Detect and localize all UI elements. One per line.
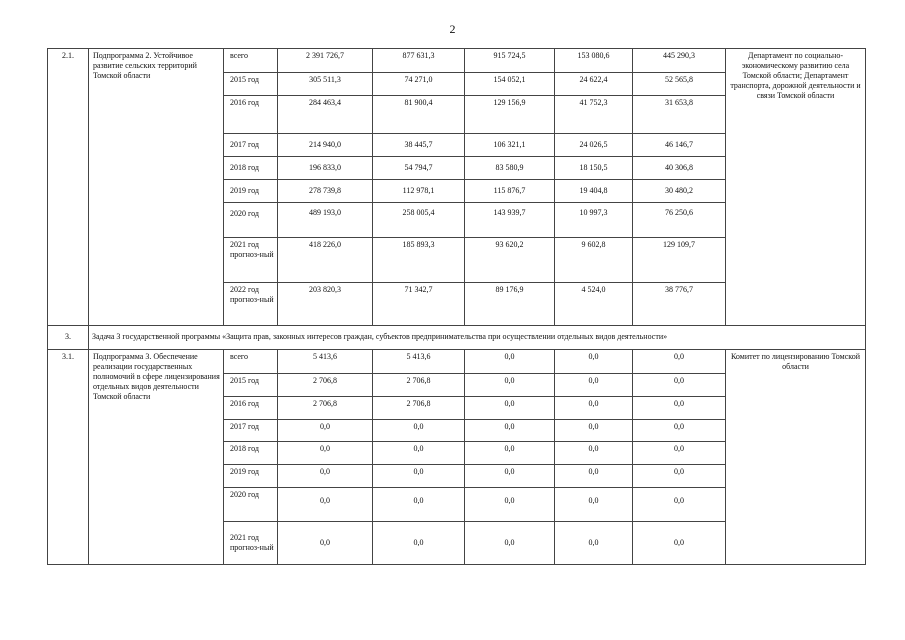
value-cell: 196 833,0: [278, 157, 373, 180]
value-cell: 0,0: [633, 522, 726, 565]
page-number: 2: [449, 22, 456, 36]
year-cell: всего: [224, 350, 278, 374]
value-cell: 5 413,6: [278, 350, 373, 374]
value-cell: 0,0: [373, 488, 465, 522]
value-cell: 129 156,9: [465, 96, 555, 134]
value-cell: 0,0: [465, 442, 555, 465]
program-name: Подпрограмма 2. Устойчивое развитие сельских территорий Томской области: [89, 49, 224, 326]
value-cell: 2 706,8: [278, 397, 373, 420]
task-title: Задача 3 государственной программы «Защита прав, законных интересов граждан, субъектов предпринимательства при осуществлении отдельных видов деятельности»: [89, 326, 866, 350]
table-row: [48, 350, 866, 374]
value-cell: 2 706,8: [278, 374, 373, 397]
row-code: 2.1.: [48, 49, 89, 326]
value-cell: 305 511,3: [278, 73, 373, 96]
value-cell: 0,0: [278, 442, 373, 465]
value-cell: 24 622,4: [555, 73, 633, 96]
financing-table: [47, 48, 866, 565]
value-cell: 0,0: [278, 488, 373, 522]
table-row: [48, 49, 866, 73]
year-cell: 2019 год: [224, 465, 278, 488]
value-cell: 214 940,0: [278, 134, 373, 157]
value-cell: 0,0: [373, 442, 465, 465]
value-cell: 0,0: [633, 420, 726, 442]
year-cell: 2021 год прогноз-ный: [224, 238, 278, 283]
value-cell: 0,0: [465, 374, 555, 397]
value-cell: 0,0: [373, 522, 465, 565]
value-cell: 4 524,0: [555, 283, 633, 326]
value-cell: 278 739,8: [278, 180, 373, 203]
task-row: [48, 326, 866, 350]
value-cell: 154 052,1: [465, 73, 555, 96]
year-cell: 2022 год прогноз-ный: [224, 283, 278, 326]
value-cell: 0,0: [633, 350, 726, 374]
value-cell: 112 978,1: [373, 180, 465, 203]
value-cell: 0,0: [465, 397, 555, 420]
value-cell: 0,0: [555, 488, 633, 522]
value-cell: 0,0: [633, 442, 726, 465]
year-cell: 2017 год: [224, 420, 278, 442]
value-cell: 18 150,5: [555, 157, 633, 180]
value-cell: 0,0: [633, 374, 726, 397]
value-cell: 81 900,4: [373, 96, 465, 134]
value-cell: 0,0: [555, 465, 633, 488]
value-cell: 38 776,7: [633, 283, 726, 326]
value-cell: 0,0: [278, 465, 373, 488]
value-cell: 0,0: [278, 522, 373, 565]
year-cell: 2016 год: [224, 397, 278, 420]
year-cell: всего: [224, 49, 278, 73]
value-cell: 0,0: [465, 465, 555, 488]
year-cell: 2017 год: [224, 134, 278, 157]
year-cell: 2016 год: [224, 96, 278, 134]
value-cell: 106 321,1: [465, 134, 555, 157]
value-cell: 0,0: [633, 488, 726, 522]
value-cell: 0,0: [555, 522, 633, 565]
value-cell: 38 445,7: [373, 134, 465, 157]
year-cell: 2015 год: [224, 73, 278, 96]
value-cell: 0,0: [555, 350, 633, 374]
value-cell: 41 752,3: [555, 96, 633, 134]
value-cell: 0,0: [633, 397, 726, 420]
department-name: Комитет по лицензированию Томской области: [726, 350, 866, 565]
year-cell: 2021 год прогноз-ный: [224, 522, 278, 565]
value-cell: 30 480,2: [633, 180, 726, 203]
value-cell: 418 226,0: [278, 238, 373, 283]
value-cell: 0,0: [465, 522, 555, 565]
value-cell: 5 413,6: [373, 350, 465, 374]
year-cell: 2019 год: [224, 180, 278, 203]
row-code: 3.1.: [48, 350, 89, 565]
value-cell: 10 997,3: [555, 203, 633, 238]
year-cell: 2015 год: [224, 374, 278, 397]
value-cell: 24 026,5: [555, 134, 633, 157]
value-cell: 203 820,3: [278, 283, 373, 326]
value-cell: 445 290,3: [633, 49, 726, 73]
value-cell: 284 463,4: [278, 96, 373, 134]
value-cell: 2 706,8: [373, 374, 465, 397]
value-cell: 0,0: [555, 374, 633, 397]
value-cell: 40 306,8: [633, 157, 726, 180]
value-cell: 76 250,6: [633, 203, 726, 238]
year-cell: 2018 год: [224, 157, 278, 180]
value-cell: 93 620,2: [465, 238, 555, 283]
year-cell: 2020 год: [224, 488, 278, 522]
value-cell: 89 176,9: [465, 283, 555, 326]
value-cell: 115 876,7: [465, 180, 555, 203]
year-cell: 2018 год: [224, 442, 278, 465]
value-cell: 83 580,9: [465, 157, 555, 180]
value-cell: 31 653,8: [633, 96, 726, 134]
value-cell: 0,0: [555, 397, 633, 420]
value-cell: 129 109,7: [633, 238, 726, 283]
value-cell: 877 631,3: [373, 49, 465, 73]
value-cell: 153 080,6: [555, 49, 633, 73]
value-cell: 915 724,5: [465, 49, 555, 73]
department-name: Департамент по социально-экономическому развитию села Томской области; Департамент транспорта, дорожной деятельности и связи Томской области: [726, 49, 866, 326]
value-cell: 71 342,7: [373, 283, 465, 326]
value-cell: 0,0: [278, 420, 373, 442]
value-cell: 185 893,3: [373, 238, 465, 283]
value-cell: 74 271,0: [373, 73, 465, 96]
value-cell: 0,0: [465, 350, 555, 374]
value-cell: 0,0: [465, 488, 555, 522]
program-name: Подпрограмма 3. Обеспечение реализации государственных полномочий в сфере лицензирования отдельных видов деятельности Томской области: [89, 350, 224, 565]
value-cell: 0,0: [465, 420, 555, 442]
value-cell: 0,0: [555, 420, 633, 442]
value-cell: 258 005,4: [373, 203, 465, 238]
value-cell: 52 565,8: [633, 73, 726, 96]
year-cell: 2020 год: [224, 203, 278, 238]
value-cell: 19 404,8: [555, 180, 633, 203]
value-cell: 143 939,7: [465, 203, 555, 238]
value-cell: 0,0: [373, 465, 465, 488]
value-cell: 9 602,8: [555, 238, 633, 283]
value-cell: 54 794,7: [373, 157, 465, 180]
value-cell: 0,0: [555, 442, 633, 465]
value-cell: 0,0: [633, 465, 726, 488]
value-cell: 489 193,0: [278, 203, 373, 238]
value-cell: 46 146,7: [633, 134, 726, 157]
row-code: 3.: [48, 326, 89, 350]
value-cell: 2 391 726,7: [278, 49, 373, 73]
value-cell: 0,0: [373, 420, 465, 442]
value-cell: 2 706,8: [373, 397, 465, 420]
